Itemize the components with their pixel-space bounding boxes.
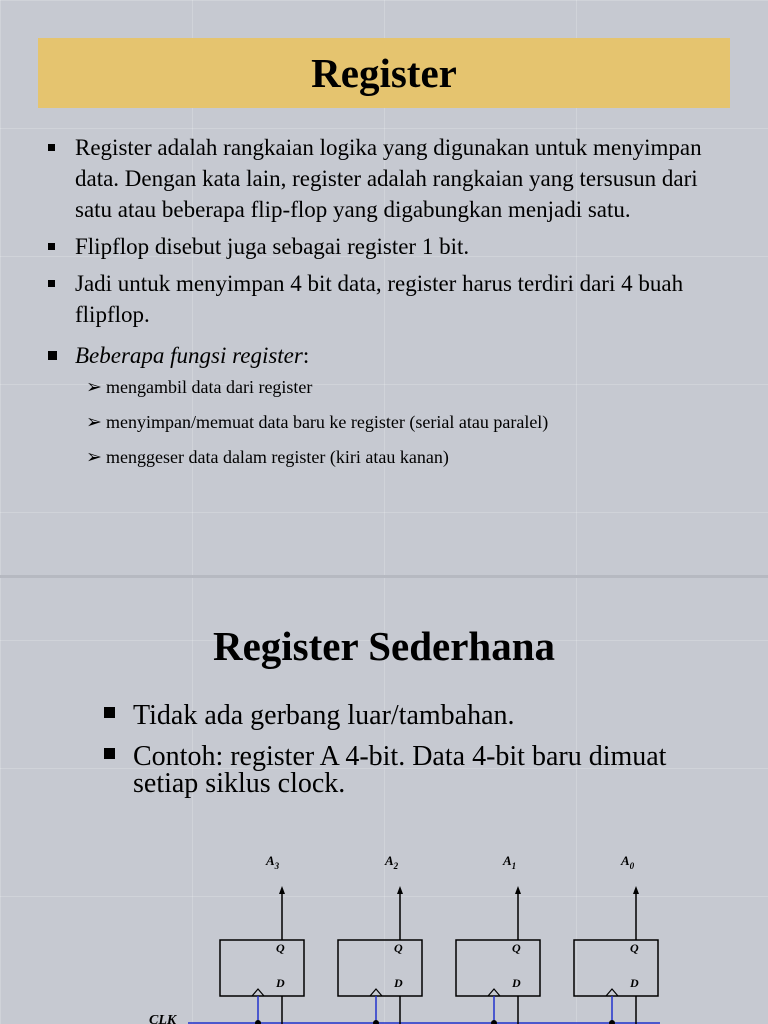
bullet-text: Flipflop disebut juga sebagai register 1 bit. <box>75 234 470 259</box>
bullet-item <box>48 132 728 225</box>
flipflop-a0 <box>574 853 658 1024</box>
clock-triangle-icon <box>370 989 382 996</box>
bullet-item <box>48 268 728 330</box>
output-letter: A <box>266 853 275 868</box>
bullet-list <box>48 132 728 480</box>
functions-list <box>75 375 728 469</box>
output-letter: A <box>621 853 630 868</box>
d-label: D <box>394 976 403 990</box>
output-letter: A <box>385 853 394 868</box>
flipflop-a2 <box>338 853 422 1024</box>
output-subscript: 1 <box>511 861 517 871</box>
d-label: D <box>630 976 639 990</box>
square-bullet-icon <box>48 280 55 287</box>
function-item <box>86 375 728 399</box>
output-label <box>502 853 516 871</box>
flipflop-a1 <box>456 853 540 1024</box>
clock-triangle-icon <box>606 989 618 996</box>
clk-label: CLK <box>149 1013 177 1024</box>
flipflop-box <box>220 940 304 996</box>
title-bar <box>38 38 730 108</box>
functions-bullet <box>48 340 728 469</box>
flipflop-box <box>338 940 422 996</box>
output-label <box>620 853 635 871</box>
arrow-bullet-icon: ➢ <box>86 446 102 468</box>
q-label: Q <box>512 941 521 955</box>
flipflop-box <box>456 940 540 996</box>
function-text: mengambil data dari register <box>106 377 313 397</box>
d-label: D <box>512 976 521 990</box>
square-bullet-icon <box>48 243 55 250</box>
function-item <box>86 445 728 469</box>
functions-colon: : <box>302 343 310 368</box>
slide-register-sederhana <box>0 578 768 1024</box>
slide-title: Register Sederhana <box>212 623 555 669</box>
arrow-up-icon <box>397 886 403 894</box>
slide-title: Register <box>311 50 457 96</box>
arrow-up-icon <box>279 886 285 894</box>
square-bullet-icon <box>48 144 55 151</box>
clock-triangle-icon <box>488 989 500 996</box>
output-subscript: 3 <box>274 861 280 871</box>
output-label <box>265 853 280 871</box>
bullet-text: Contoh: register A 4-bit. Data 4-bit baru dimuat setiap siklus clock. <box>133 741 667 799</box>
junction-dot <box>609 1020 615 1024</box>
junction-dot <box>491 1020 497 1024</box>
functions-heading: Beberapa fungsi register <box>75 343 303 368</box>
output-subscript: 2 <box>393 861 399 871</box>
output-label <box>384 853 399 871</box>
bullet-text: Tidak ada gerbang luar/tambahan. <box>133 700 515 731</box>
arrow-up-icon <box>633 886 639 894</box>
arrow-bullet-icon: ➢ <box>86 376 102 398</box>
square-bullet-icon <box>48 351 57 360</box>
flipflop-box <box>574 940 658 996</box>
bullet-item <box>48 231 728 262</box>
output-subscript: 0 <box>629 861 635 871</box>
q-label: Q <box>630 941 639 955</box>
q-label: Q <box>276 941 285 955</box>
output-letter: A <box>503 853 512 868</box>
q-label: Q <box>394 941 403 955</box>
arrow-bullet-icon: ➢ <box>86 411 102 433</box>
register-circuit-diagram <box>0 578 768 1024</box>
function-item <box>86 410 728 434</box>
bullet-text: Jadi untuk menyimpan 4 bit data, register harus terdiri dari 4 buah flipflop. <box>75 271 684 327</box>
clock-triangle-icon <box>252 989 264 996</box>
flipflop-a3 <box>220 853 304 1024</box>
bullet-text: Register adalah rangkaian logika yang digunakan untuk menyimpan data. Dengan kata lain, register adalah rangkaian yang tersusun dari satu atau beberapa flip-flop yang digabungkan menjadi satu. <box>75 135 702 222</box>
junction-dot <box>373 1020 379 1024</box>
function-text: menggeser data dalam register (kiri atau kanan) <box>106 447 449 467</box>
junction-dot <box>255 1020 261 1024</box>
function-text: menyimpan/memuat data baru ke register (serial atau paralel) <box>106 412 549 432</box>
d-label: D <box>276 976 285 990</box>
arrow-up-icon <box>515 886 521 894</box>
